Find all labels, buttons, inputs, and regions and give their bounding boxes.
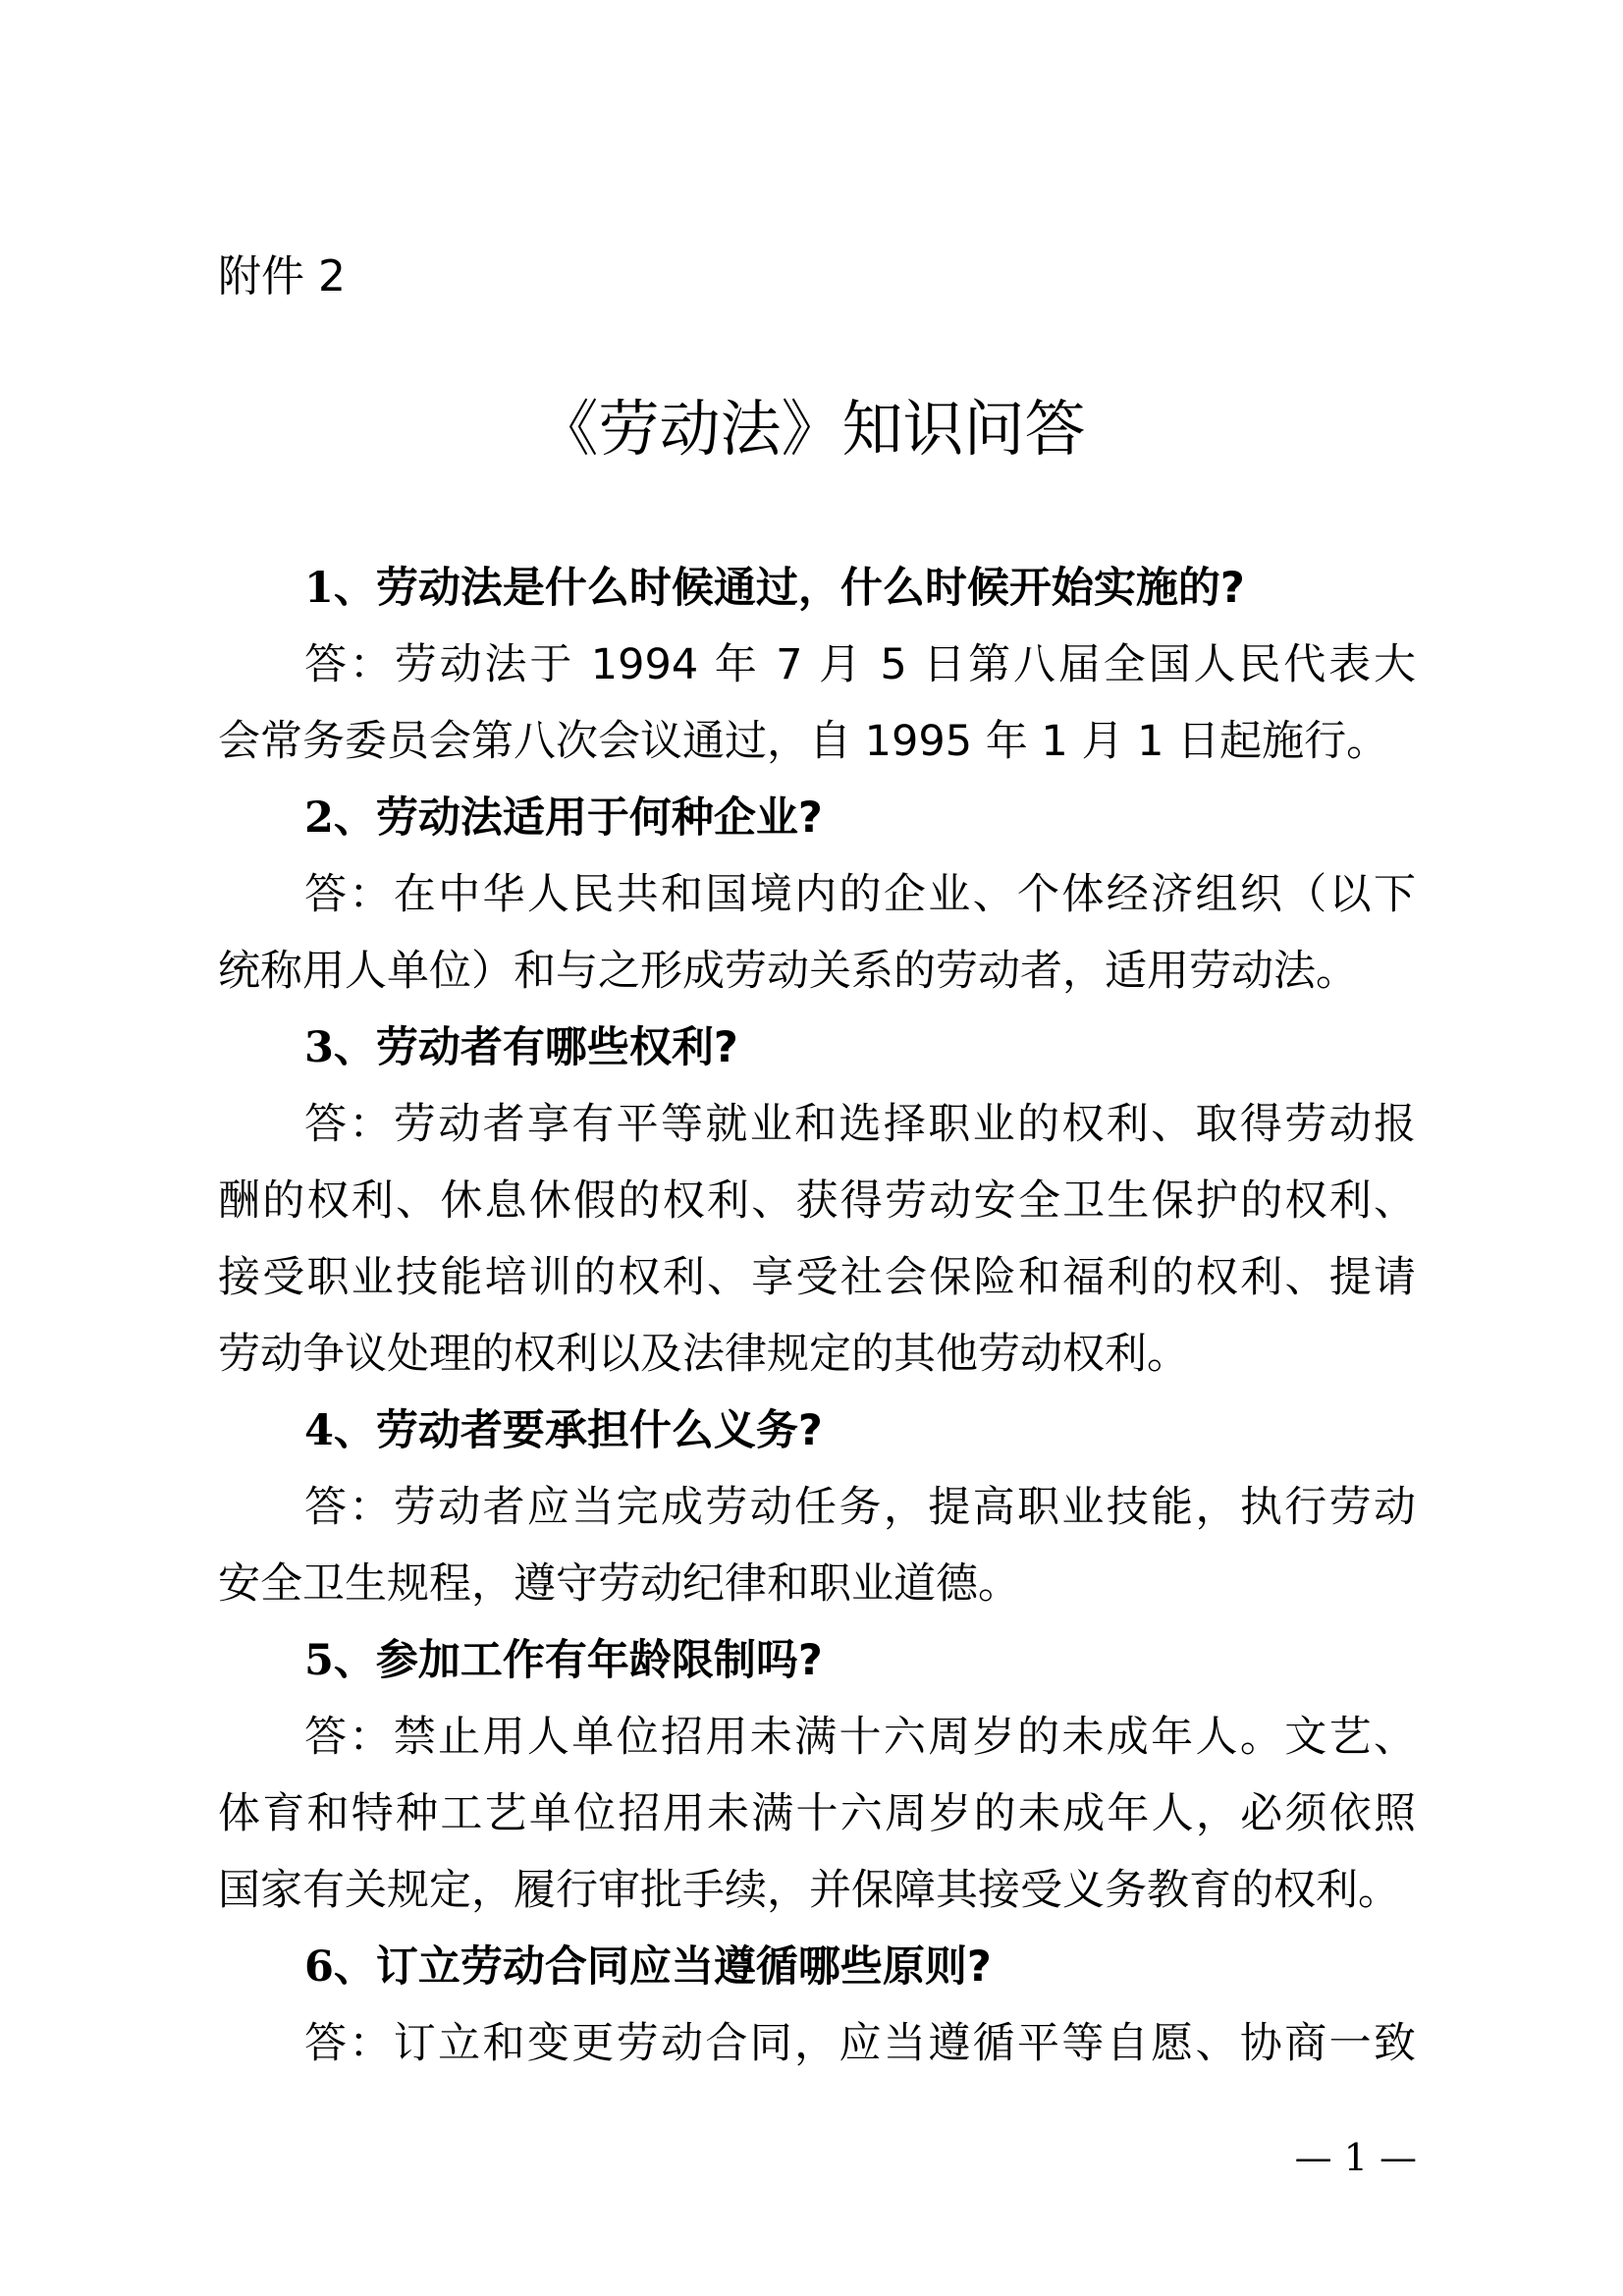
answer-line: 答：订立和变更劳动合同，应当遵循平等自愿、协商一致 xyxy=(304,2019,1416,2068)
answer-line: 国家有关规定，履行审批手续，并保障其接受义务教育的权利。 xyxy=(218,1866,1400,1915)
question-4 xyxy=(218,1393,1416,1469)
page-number: — 1 — xyxy=(1294,2136,1417,2179)
question-text: 参加工作有年龄限制吗? xyxy=(375,1636,823,1685)
attachment-label: 附件 2 xyxy=(218,251,346,301)
question-2 xyxy=(218,780,1416,856)
question-number: 2、 xyxy=(304,793,376,843)
qa-content xyxy=(218,550,1416,2082)
answer-line: 接受职业技能培训的权利、享受社会保险和福利的权利、提请 xyxy=(218,1253,1416,1302)
question-text: 劳动法适用于何种企业? xyxy=(375,793,823,843)
answer-line: 会常务委员会第八次会议通过，自 1995 年 1 月 1 日起施行。 xyxy=(218,717,1389,766)
answer-line: 安全卫生规程，遵守劳动纪律和职业道德。 xyxy=(218,1559,1020,1609)
question-text: 劳动者要承担什么义务? xyxy=(375,1406,823,1455)
answer-line: 体育和特种工艺单位招用未满十六周岁的未成年人，必须依照 xyxy=(218,1789,1416,1838)
question-number: 4、 xyxy=(304,1406,376,1455)
answer-line: 答：劳动者应当完成劳动任务，提高职业技能，执行劳动 xyxy=(304,1483,1416,1532)
question-text: 订立劳动合同应当遵循哪些原则? xyxy=(375,1942,992,1992)
answer-line: 劳动争议处理的权利以及法律规定的其他劳动权利。 xyxy=(218,1330,1189,1379)
question-text: 劳动者有哪些权利? xyxy=(375,1023,738,1072)
question-5 xyxy=(218,1622,1416,1699)
question-number: 5、 xyxy=(304,1636,376,1685)
question-number: 6、 xyxy=(304,1942,376,1992)
answer-line: 答：在中华人民共和国境内的企业、个体经济组织（以下 xyxy=(304,870,1416,919)
question-text: 劳动法是什么时候通过，什么时候开始实施的? xyxy=(375,564,1245,613)
answer-line: 答：禁止用人单位招用未满十六周岁的未成年人。文艺、 xyxy=(304,1713,1416,1762)
question-3 xyxy=(218,1010,1416,1086)
question-number: 3、 xyxy=(304,1023,376,1072)
answer-line: 统称用人单位）和与之形成劳动关系的劳动者，适用劳动法。 xyxy=(218,947,1358,996)
answer-line: 答：劳动法于 1994 年 7 月 5 日第八届全国人民代表大 xyxy=(304,640,1416,689)
answer-line: 答：劳动者享有平等就业和选择职业的权利、取得劳动报 xyxy=(304,1100,1416,1149)
question-number: 1、 xyxy=(304,564,376,613)
document-title: 《劳动法》知识问答 xyxy=(537,393,1086,465)
answer-line: 酬的权利、休息休假的权利、获得劳动安全卫生保护的权利、 xyxy=(218,1176,1416,1226)
question-1 xyxy=(218,550,1416,627)
question-6 xyxy=(218,1929,1416,2005)
